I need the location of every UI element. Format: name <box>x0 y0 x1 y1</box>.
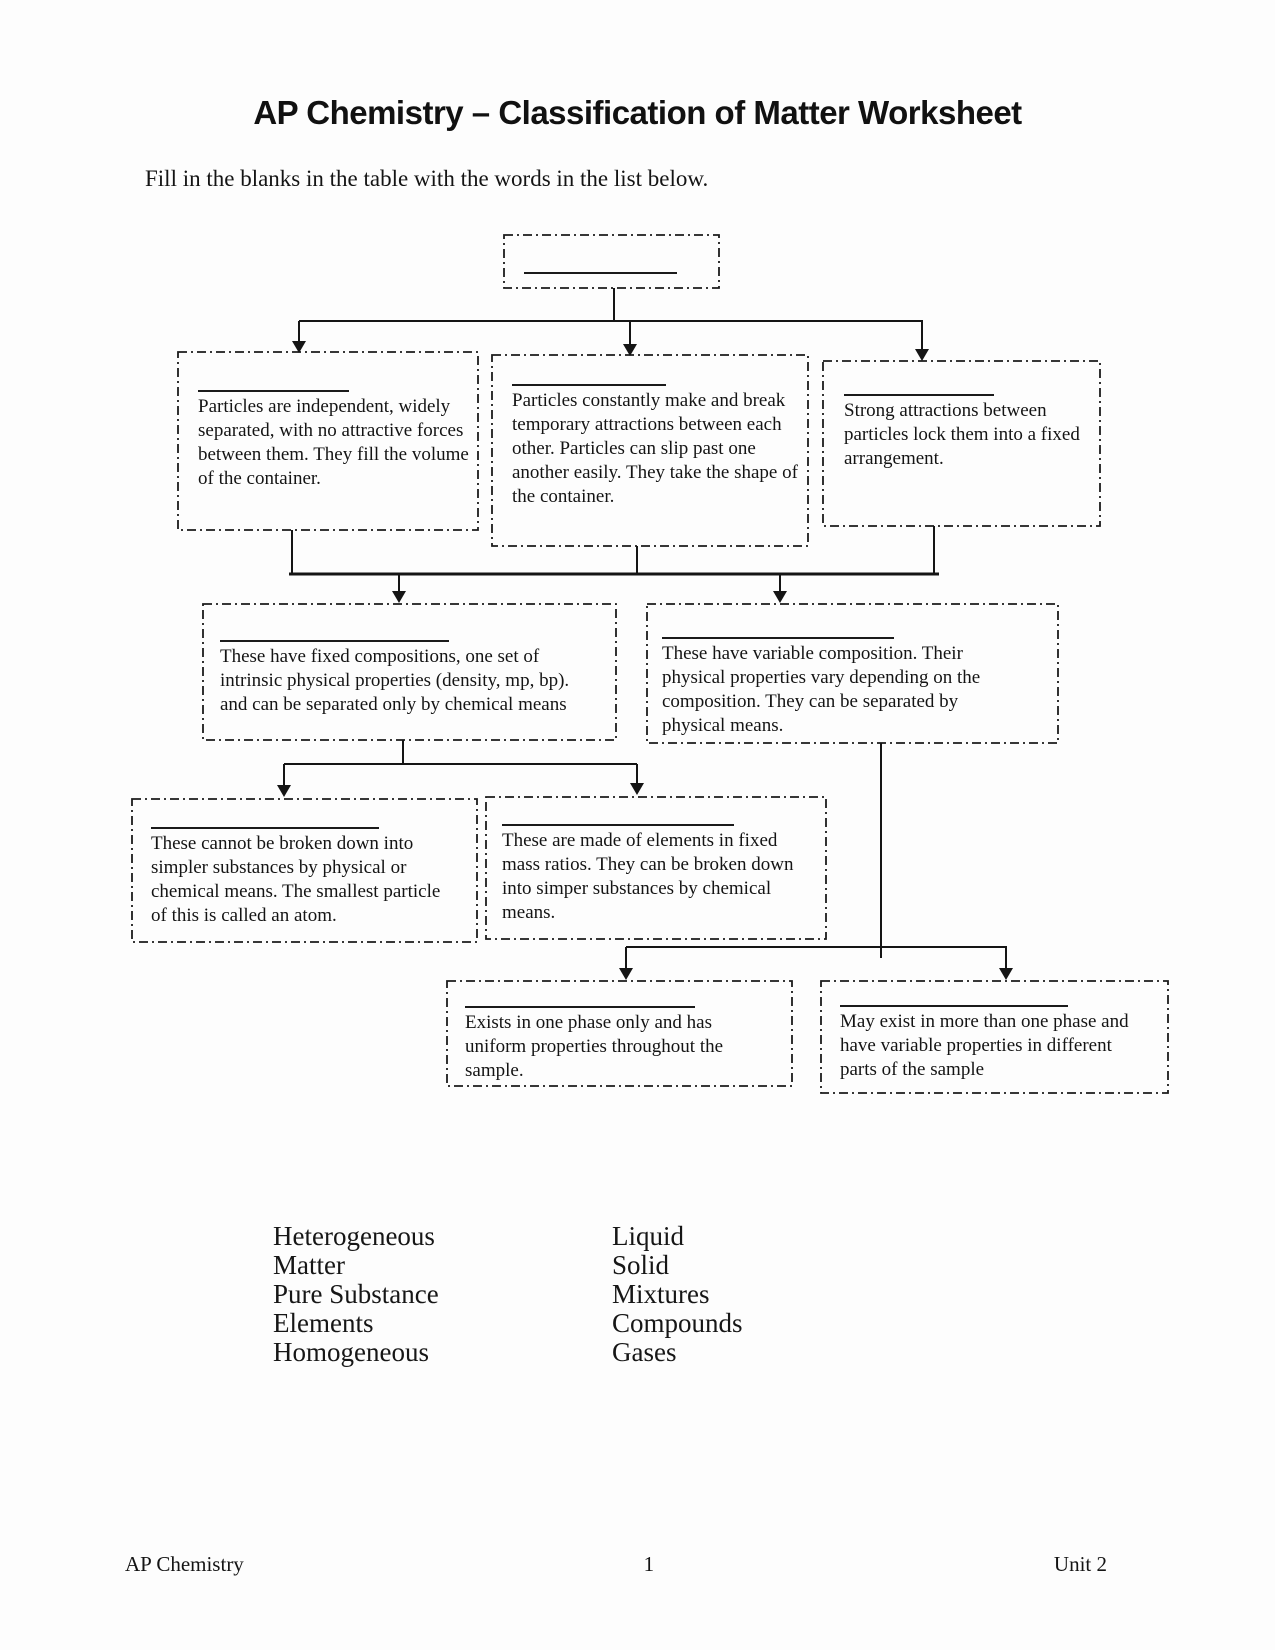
heterogeneous-description: May exist in more than one phase and have variable properties in different parts of the sample <box>840 1011 1129 1080</box>
word-bank-item: Matter <box>273 1250 345 1280</box>
word-bank-item: Solid <box>612 1250 670 1280</box>
instruction-text: Fill in the blanks in the table with the words in the list below. <box>145 166 709 191</box>
footer-course: AP Chemistry <box>125 1552 244 1576</box>
liquid-box <box>492 355 808 546</box>
arrowhead-icon <box>999 968 1013 980</box>
arrowhead-icon <box>915 349 929 361</box>
footer-page-number: 1 <box>643 1552 655 1576</box>
word-bank-item: Gases <box>612 1337 677 1367</box>
solid-box <box>823 361 1100 526</box>
word-bank-item: Pure Substance <box>273 1279 439 1309</box>
element-box <box>132 799 477 942</box>
solid-blank-line <box>844 394 994 396</box>
word-bank-item: Elements <box>273 1308 374 1338</box>
arrowhead-icon <box>619 968 633 980</box>
compound-box <box>486 797 826 939</box>
footer-unit: Unit 2 <box>1053 1552 1107 1576</box>
homogeneous-box <box>447 981 792 1086</box>
mixture-box <box>647 604 1058 743</box>
mixture-description: These have variable composition. Their physical properties vary depending on the composition. They can be separated by physical means. <box>662 643 981 736</box>
arrowhead-icon <box>277 785 291 797</box>
homogeneous-description: Exists in one phase only and has uniform properties throughout the sample. <box>465 1012 724 1081</box>
arrowhead-icon <box>392 591 406 603</box>
word-bank-item: Homogeneous <box>273 1337 429 1367</box>
arrowhead-icon <box>630 783 644 795</box>
compound-blank-line <box>502 824 734 826</box>
pure-substance-box <box>203 604 616 740</box>
heterogeneous-box <box>821 981 1168 1093</box>
word-bank-item: Compounds <box>612 1308 743 1338</box>
word-bank-item: Mixtures <box>612 1279 710 1309</box>
homogeneous-blank-line <box>465 1006 695 1008</box>
word-bank-item: Liquid <box>612 1221 684 1251</box>
element-description: These cannot be broken down into simpler substances by physical or chemical means. The smallest particle of this is called an atom. <box>151 833 441 926</box>
heterogeneous-blank-line <box>840 1005 1068 1007</box>
mixture-blank-line <box>662 637 894 639</box>
gas-blank-line <box>198 390 349 392</box>
gas-box <box>178 352 478 530</box>
solid-description: Strong attractions between particles lock them into a fixed arrangement. <box>844 400 1080 469</box>
gas-description: Particles are independent, widely separated, with no attractive forces between them. They fill the volume of the container. <box>198 396 469 489</box>
element-blank-line <box>151 827 379 829</box>
page-title: AP Chemistry – Classification of Matter Worksheet <box>253 94 1022 131</box>
compound-description: These are made of elements in fixed mass ratios. They can be broken down into simper substances by chemical means. <box>502 830 794 923</box>
arrowhead-icon <box>773 591 787 603</box>
word-bank-column-2 <box>612 1222 743 1367</box>
word-bank-column-1 <box>273 1222 439 1367</box>
pure-substance-blank-line <box>220 640 449 642</box>
word-bank-item: Heterogeneous <box>273 1221 435 1251</box>
page-footer <box>125 1552 1107 1577</box>
matter-blank-line <box>524 272 677 274</box>
matter-box <box>504 235 719 288</box>
pure-substance-description: These have fixed compositions, one set of intrinsic physical properties (density, mp, bp). and can be separated only by chemical means <box>220 646 570 715</box>
liquid-description: Particles constantly make and break temporary attractions between each other. Particles can slip past one another easily. They take the shape of the container. <box>512 390 798 507</box>
liquid-blank-line <box>512 384 666 386</box>
